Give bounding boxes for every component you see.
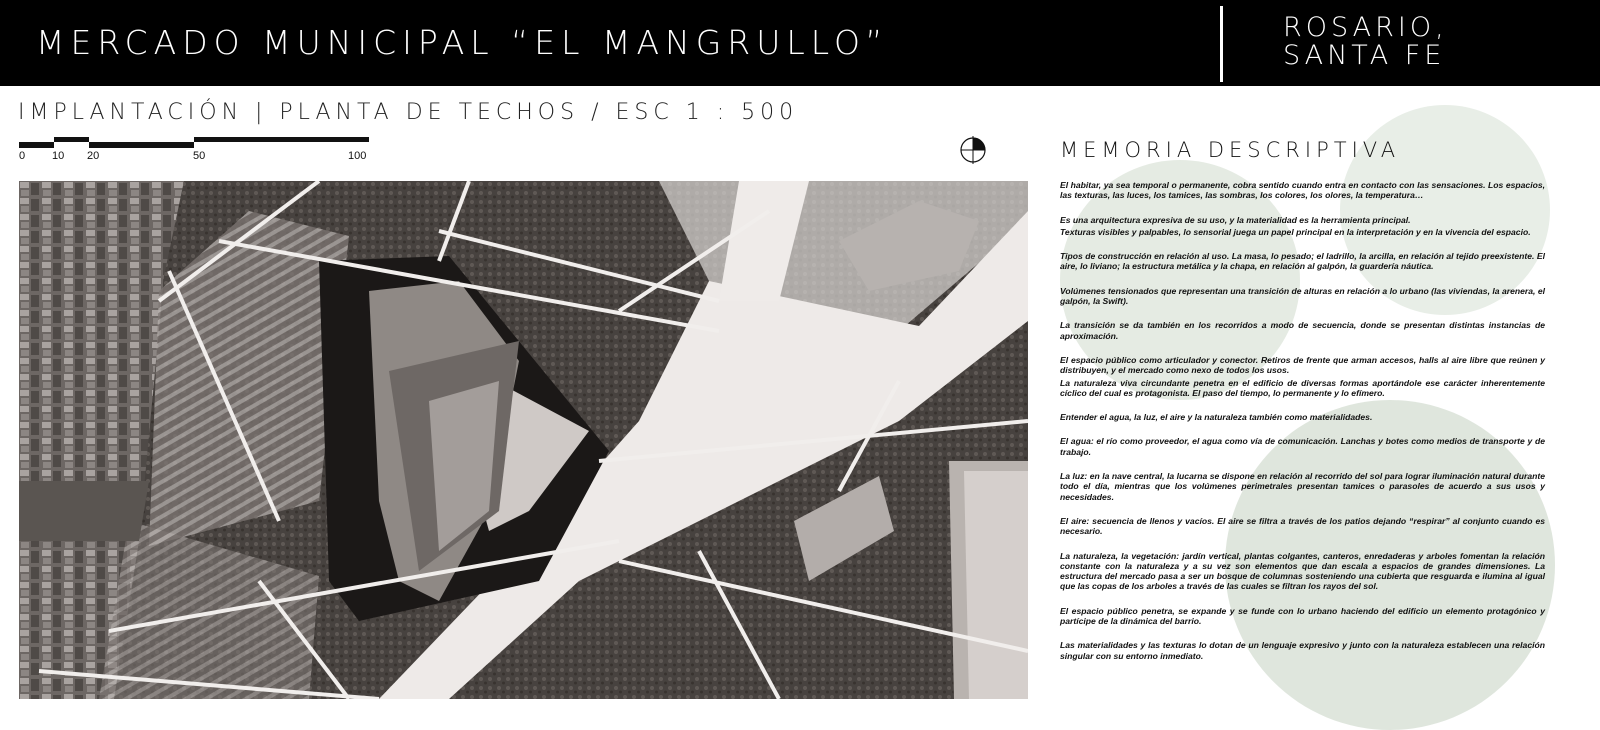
memoria-paragraph: Es una arquitectura expresiva de su uso, y la materialidad es la herramienta principal.: [1060, 214, 1411, 225]
drawing-subtitle: IMPLANTACIÓN | PLANTA DE TECHOS / ESC 1 : 500: [18, 100, 799, 125]
memoria-title: MEMORIA DESCRIPTIVA: [1060, 138, 1401, 162]
memoria-paragraph: El espacio público penetra, se expande y se funde con lo urbano haciendo del edificio un elemento protagónico y partícipe de la dinámica del barrio.: [1060, 605, 1545, 627]
scale-label: 10: [52, 150, 65, 162]
north-arrow-icon: [959, 136, 987, 164]
scale-segment: [19, 142, 54, 148]
location-label: [1283, 14, 1448, 70]
project-title: MERCADO MUNICIPAL “EL MANGRULLO”: [36, 23, 889, 62]
scale-bar: [19, 137, 369, 171]
memoria-paragraph: La naturaleza viva circundante penetra en el edificio de diversas formas aportándole ese carácter inherentemente cíclico del cual es protagonista. El paso del tiempo, lo permanente y lo efímero.: [1060, 377, 1545, 398]
memoria-panel: [1040, 100, 1600, 724]
header-bar: [0, 0, 1600, 86]
memoria-paragraph: El habitar, ya sea temporal o permanente, cobra sentido cuando entra en contacto con las sensaciones. Los espacios, las texturas, las luces, los tamices, las sombras, los colores, los olores, la temperatura…: [1060, 180, 1545, 201]
memoria-paragraph: Entender el agua, la luz, el aire y la naturaleza también como materialidades.: [1060, 412, 1373, 423]
memoria-paragraph: La luz: en la nave central, la lucarna se dispone en relación al recorrido del sol para lograr iluminación natural durante todo el día, mientras que los volúmenes perimetrales presentan tamices o parasoles de acuerdo a sus usos y necesidades.: [1060, 471, 1545, 502]
scale-label: 20: [87, 150, 100, 162]
memoria-paragraph: Texturas visibles y palpables, lo sensorial juega un papel principal en la interpretación y en la vivencia del espacio.: [1060, 226, 1531, 237]
site-plan-map: [19, 181, 1028, 699]
memoria-paragraph: El agua: el río como proveedor, el agua como vía de comunicación. Lanchas y botes como medios de transporte y de trabajo.: [1060, 436, 1545, 457]
city-line-2: SANTA FE: [1283, 40, 1446, 71]
memoria-paragraph: La naturaleza, la vegetación: jardín vertical, plantas colgantes, canteros, enredaderas y arboles fomentan la relación constante con la naturaleza y a su vez son elementos que dan escala a espacios de grandes dimensiones. La estructura del mercado pasa a ser un bosque de columnas sosteniendo una cubierta que resguarda e ilumina al igual que las copas de los arboles a través de las cuales se filtran los rayos del sol.: [1060, 550, 1545, 592]
header-divider: [1220, 6, 1223, 82]
memoria-paragraph: El aire: secuencia de llenos y vacíos. El aire se filtra a través de los patios dejando “respirar” al conjunto cuando es necesario.: [1060, 515, 1545, 537]
scale-segment: [89, 142, 194, 148]
memoria-paragraph: Tipos de construcción en relación al uso. La masa, lo pesado; el ladrillo, la arcilla, en relación al tejido preexistente. El aire, lo liviano; la estructura metálica y la chapa, en relación al galpón, la guardería náutica.: [1060, 251, 1545, 272]
scale-label: 0: [19, 150, 26, 162]
city-line-1: ROSARIO,: [1283, 12, 1448, 43]
scale-segment: [194, 137, 369, 142]
memoria-paragraph: Las materialidades y las texturas lo dotan de un lenguaje expresivo y junto con la naturaleza establecen una relación singular con su entorno inmediato.: [1060, 640, 1545, 661]
memoria-paragraph: Volúmenes tensionados que representan una transición de alturas en relación a lo urbano (las viviendas, la arenera, el galpón, la Swift).: [1060, 285, 1545, 307]
memoria-paragraph: La transición se da también en los recorridos a modo de secuencia, donde se presentan distintas instancias de aproximación.: [1060, 320, 1545, 341]
scale-segment: [54, 137, 89, 142]
memoria-text: [1060, 180, 1545, 661]
memoria-paragraph: El espacio público como articulador y conector. Retiros de frente que arman accesos, halls al aire libre que reúnen y distribuyen, y el mercado como nexo de todos los usos.: [1060, 354, 1545, 376]
scale-label: 50: [193, 150, 206, 162]
scale-label: 100: [348, 150, 367, 162]
